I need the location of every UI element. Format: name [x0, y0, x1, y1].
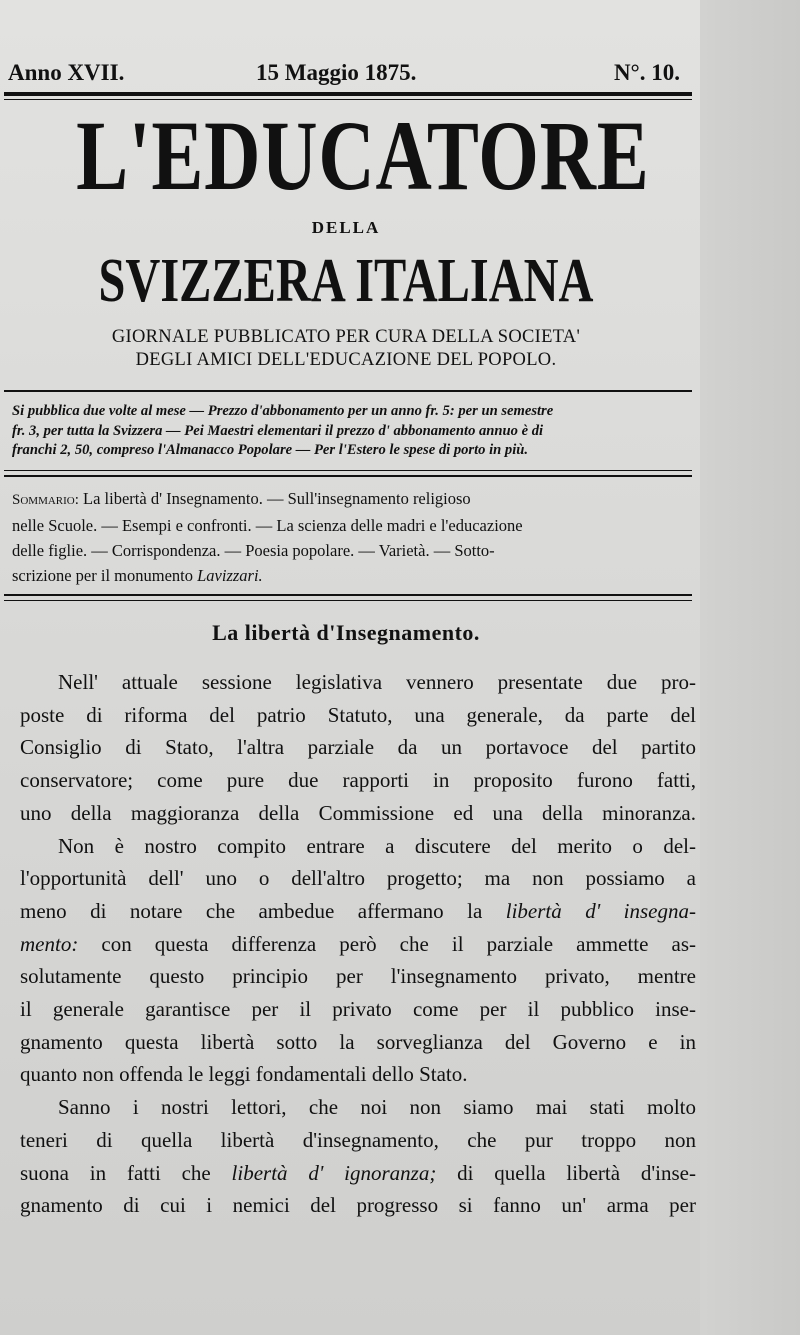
publisher-line-2: DEGLI AMICI DELL'EDUCAZIONE DEL POPOLO.	[135, 350, 557, 370]
summary-box	[12, 486, 694, 588]
subscription-line-3: franchi 2, 50, compreso l'Almanacco Popolare — Per l'Estero le spese di porto in più.	[12, 442, 529, 458]
summary-line-2: nelle Scuole. — Esempi e confronti. — La scienza delle madri e l'educazione	[12, 516, 523, 535]
text-line: meno di notare che ambedue affermano la libertà d' insegna-	[20, 898, 696, 923]
text-line: teneri di quella libertà d'insegnamento, che pur troppo non	[20, 1127, 696, 1152]
text-line: Sanno i nostri lettori, che noi non siamo mai stati molto	[58, 1095, 696, 1120]
subscription-line-1: Si pubblica due volte al mese — Prezzo d'abbonamento per un anno fr. 5: per un semestre	[12, 403, 554, 419]
summary-label: Sommario:	[12, 492, 79, 508]
text-line: suona in fatti che libertà d' ignoranza; di quella libertà d'inse-	[20, 1160, 696, 1185]
summary-line-1: Sommario: La libertà d' Insegnamento. — Sull'insegnamento religioso	[12, 489, 471, 508]
text-line: Non è nostro compito entrare a discutere del merito o del-	[58, 833, 696, 858]
summary-line-3: delle figlie. — Corrispondenza. — Poesia popolare. — Varietà. — Sotto-	[12, 541, 495, 560]
text-line: gnamento questa libertà sotto la sorveglianza del Governo e in	[20, 1029, 696, 1054]
article-body	[20, 666, 696, 1222]
masthead-rule-thick	[4, 92, 692, 96]
newspaper-subtitle-title: SVIZZERA ITALIANA	[98, 247, 594, 315]
issue-number: N°. 10.	[613, 60, 680, 85]
divider-rule-3b	[4, 600, 692, 601]
title-della: DELLA	[311, 218, 381, 237]
text-line: poste di riforma del patrio Statuto, una generale, da parte del	[20, 702, 696, 727]
masthead-top-line	[8, 60, 688, 92]
divider-rule-1	[4, 390, 692, 392]
divider-rule-2b	[4, 475, 692, 477]
newspaper-title: L'EDUCATORE	[76, 100, 650, 211]
summary-line-4: scrizione per il monumento Lavizzari.	[12, 566, 263, 585]
text-line: mento: con questa differenza però che il parziale ammette as-	[20, 931, 696, 956]
text-line: Nell' attuale sessione legislativa vennero presentate due pro-	[58, 670, 696, 694]
text-line: uno della maggioranza della Commissione ed una della minoranza.	[20, 800, 696, 825]
paragraph-2	[20, 830, 696, 1092]
text-line: quanto non offenda le leggi fondamentali dello Stato.	[20, 1062, 468, 1087]
text-line: l'opportunità dell' uno o dell'altro progetto; ma non possiamo a	[20, 866, 696, 891]
article-title: La libertà d'Insegnamento.	[212, 620, 480, 645]
publisher-statement	[0, 326, 692, 372]
subscription-info	[12, 402, 692, 461]
paragraph-3	[20, 1091, 696, 1222]
text-line: gnamento di cui i nemici del progresso si fanno un' arma per	[20, 1193, 696, 1218]
issue-date: 15 Maggio 1875.	[256, 60, 417, 85]
subscription-line-2: fr. 3, per tutta la Svizzera — Pei Maestri elementari il prezzo d' abbonamento annuo è di	[12, 422, 544, 439]
divider-rule-2a	[4, 470, 692, 471]
publisher-line-1: GIORNALE PUBBLICATO PER CURA DELLA SOCIETA'	[111, 327, 581, 347]
text-line: solutamente questo principio per l'insegnamento privato, mentre	[20, 964, 696, 989]
paragraph-1	[20, 666, 696, 830]
divider-rule-3a	[4, 594, 692, 596]
text-line: il generale garantisce per il privato come per il pubblico inse-	[20, 997, 696, 1022]
text-line: Consiglio di Stato, l'altra parziale da un portavoce del partito	[20, 735, 696, 760]
facing-page-margin	[700, 0, 800, 1335]
issue-year: Anno XVII.	[8, 60, 125, 85]
text-line: conservatore; come pure due rapporti in proposito furono fatti,	[20, 768, 696, 793]
